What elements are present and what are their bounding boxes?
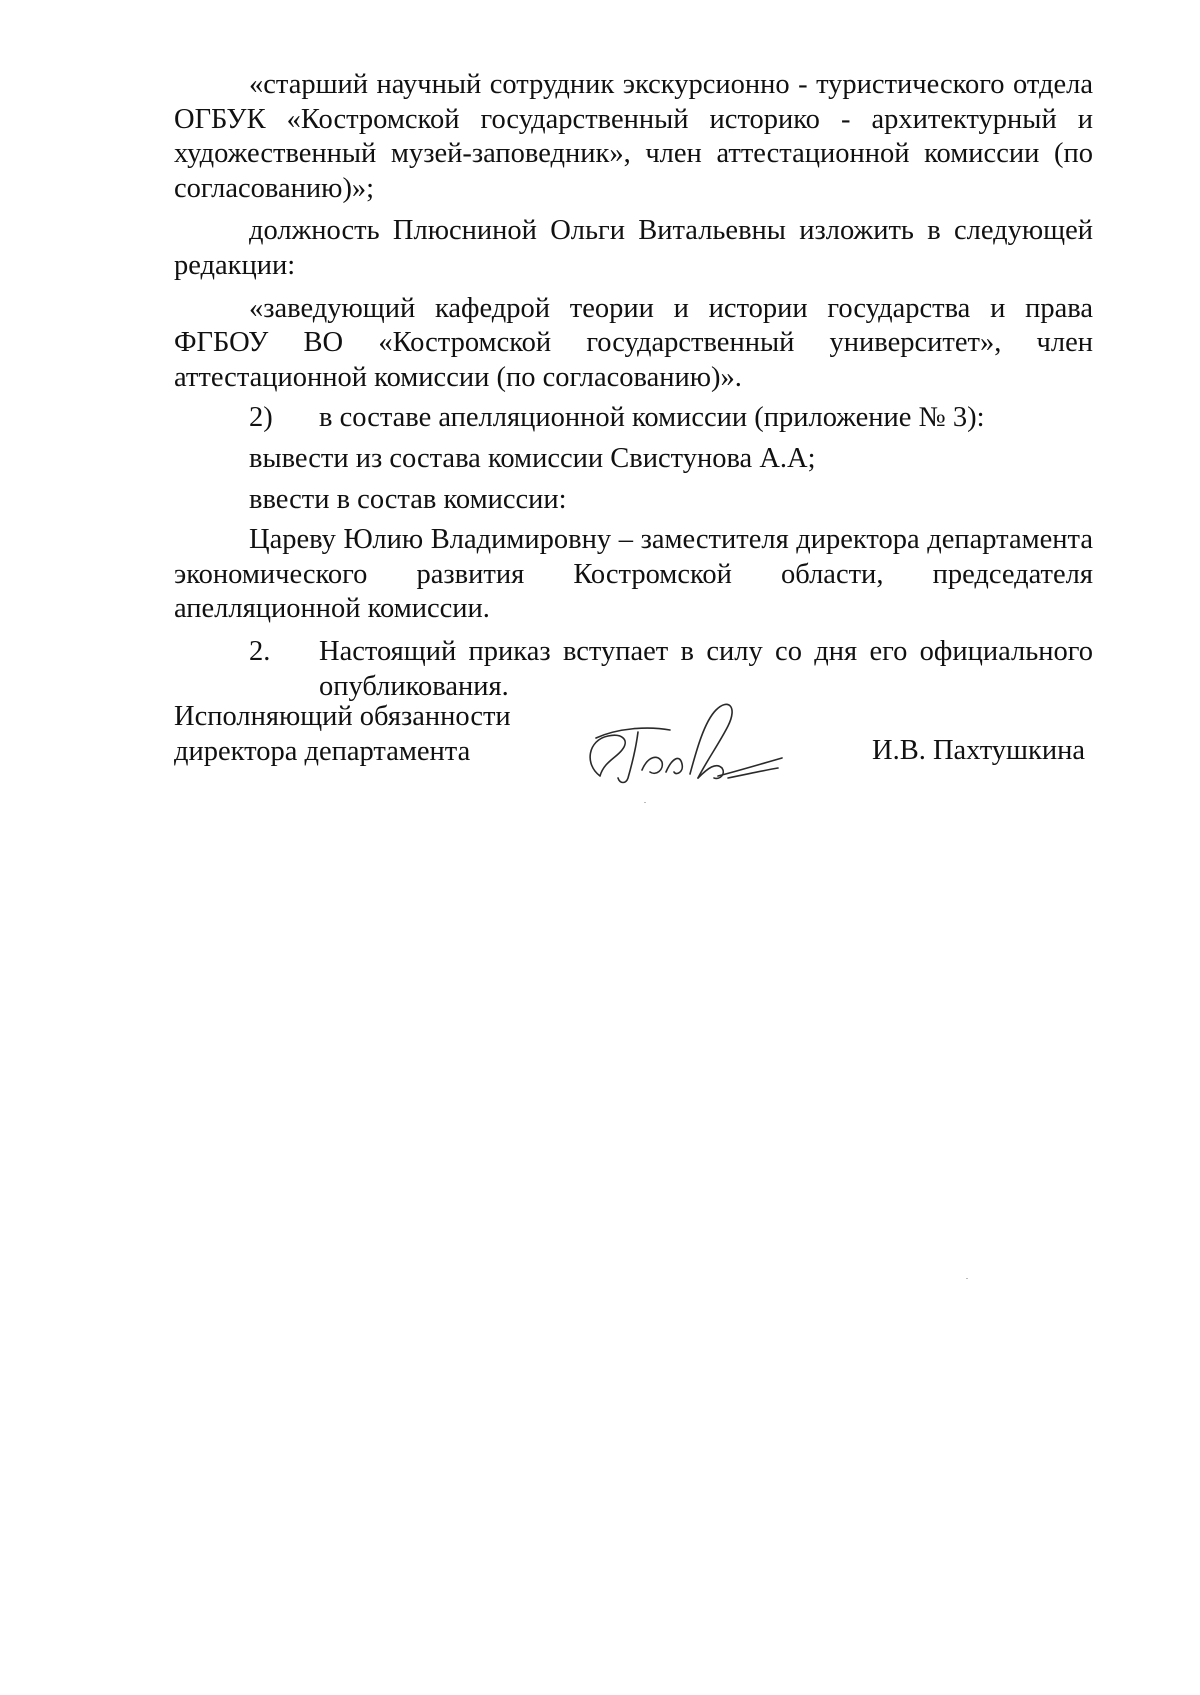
- signatory-title-line1: Исполняющий обязанности: [174, 701, 511, 732]
- handwritten-signature: [578, 692, 788, 802]
- clause-text: Настоящий приказ вступает в силу со дня его официального опубликования.: [319, 635, 1093, 702]
- paragraph-remove-member: вывести из состава комиссии Свистунова А.А;: [249, 442, 816, 474]
- scan-speck: [966, 1278, 968, 1279]
- scan-speck: [644, 802, 646, 803]
- signatory-title: [174, 700, 511, 769]
- paragraph-add-member: ввести в состав комиссии:: [249, 483, 567, 515]
- paragraph-new-chairperson: Цареву Юлию Владимировну – заместителя директора департамента экономического развития Костромской области, председателя апелляционной комиссии.: [174, 524, 1093, 625]
- paragraph-museum-position: «старший научный сотрудник экскурсионно - туристического отдела ОГБУК «Костромской государственный историко - архитектурный и художественный музей-заповедник», член аттестационной комиссии (по согласованию)»;: [174, 69, 1093, 204]
- document-body: [174, 68, 1093, 704]
- signature-block: [174, 692, 1093, 802]
- signatory-title-line2: директора департамента: [174, 735, 471, 767]
- list-item-appeal-commission: [174, 401, 1093, 436]
- signatory-name: И.В. Пахтушкина: [871, 735, 1085, 766]
- clause-number: 2.: [249, 635, 271, 667]
- paragraph-university-position: «заведующий кафедрой теории и истории государства и права ФГБОУ ВО «Костромской государственный университет», член аттестационной комиссии (по согласованию)».: [174, 292, 1093, 393]
- list-item-number: 2): [249, 402, 273, 434]
- paragraph-plyusnina-position: должность Плюсниной Ольги Витальевны изложить в следующей редакции:: [174, 215, 1093, 281]
- list-item-text: в составе апелляционной комиссии (приложение № 3):: [319, 402, 985, 434]
